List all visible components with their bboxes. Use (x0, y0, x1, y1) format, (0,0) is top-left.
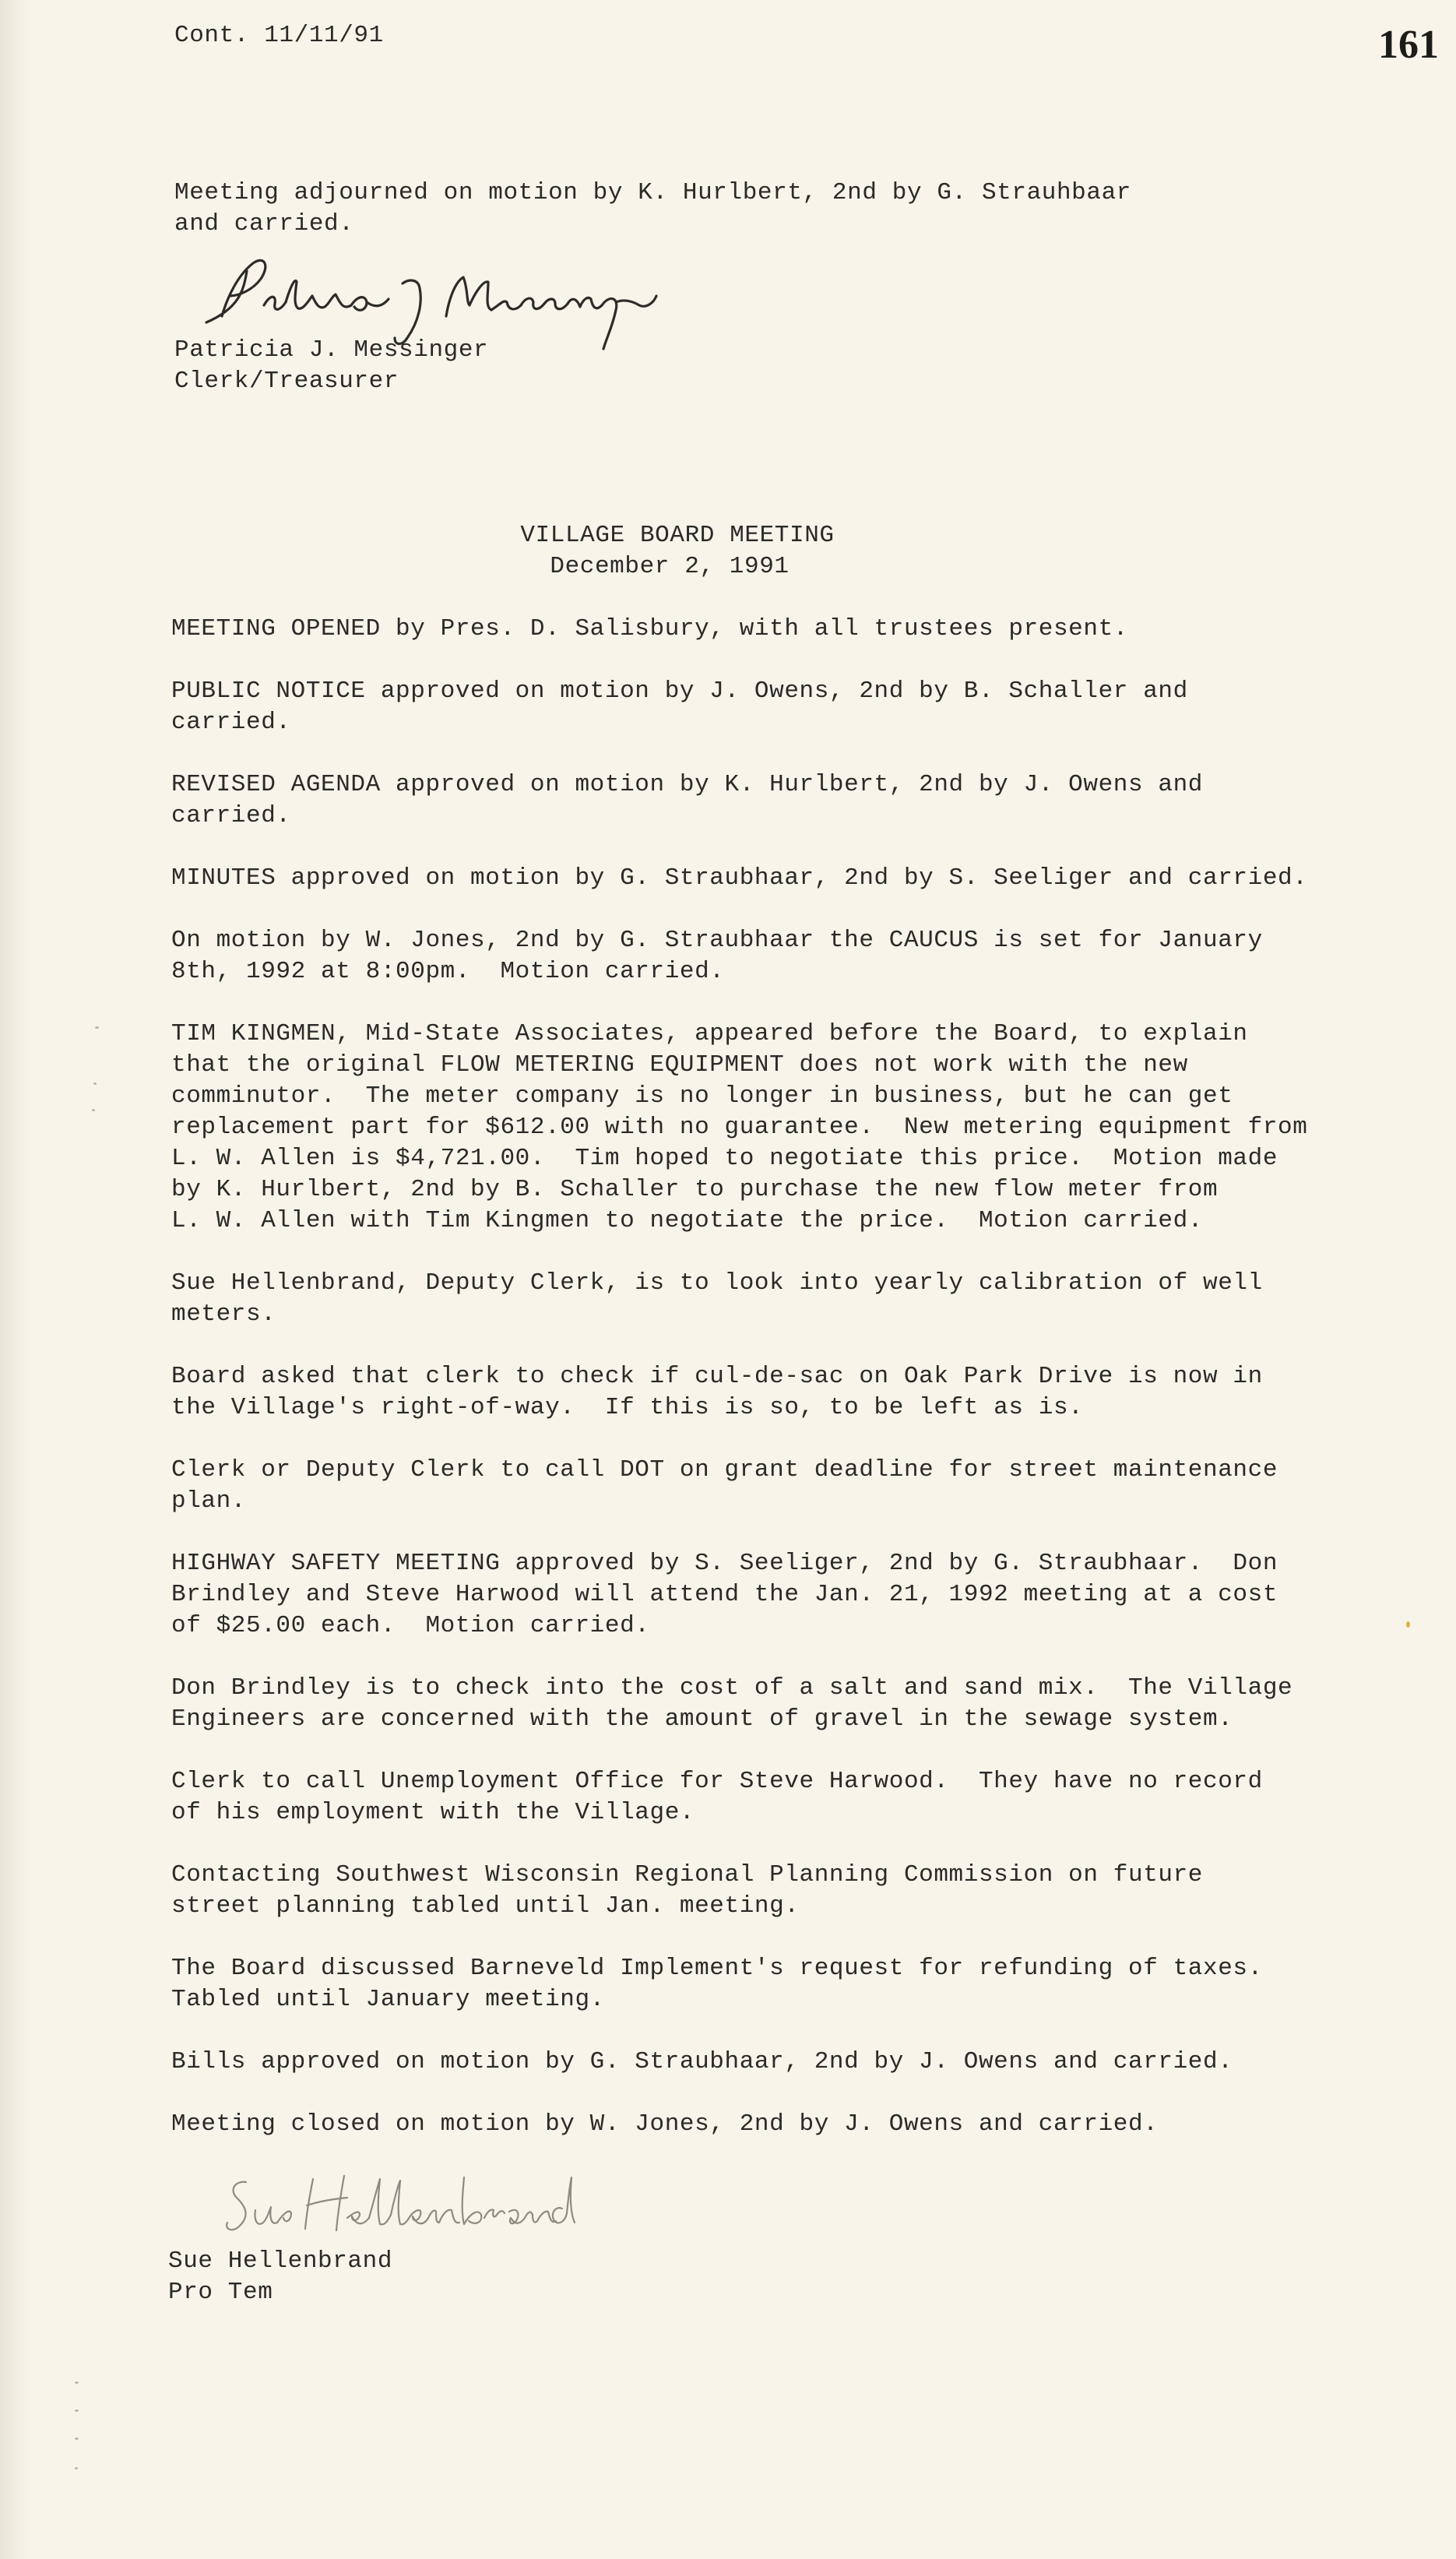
paragraph-2-line-2: carried. (171, 709, 291, 736)
paragraph-2-line-1: PUBLIC NOTICE approved on motion by J. Owens, 2nd by B. Schaller and (171, 678, 1188, 705)
paragraph-10-line-3: of $25.00 each. Motion carried. (171, 1612, 650, 1639)
paragraph-3-line-1: REVISED AGENDA approved on motion by K. Hurlbert, 2nd by J. Owens and (171, 771, 1204, 798)
paragraph-9-line-2: plan. (171, 1487, 247, 1515)
hellenbrand-signature (220, 2163, 578, 2249)
signer-name: Patricia J. Messinger (174, 336, 489, 364)
scan-speck (95, 1026, 99, 1029)
paragraph-8-line-2: the Village's right-of-way. If this is so, to be left as is. (171, 1394, 1084, 1421)
scan-speck (1406, 1621, 1410, 1628)
paragraph-7-line-2: meters. (171, 1301, 276, 1328)
paragraph-5-line-1: On motion by W. Jones, 2nd by G. Straubhaar the CAUCUS is set for January (171, 927, 1263, 954)
paragraph-6-line-5: L. W. Allen is $4,721.00. Tim hoped to negotiate this price. Motion made (171, 1145, 1278, 1172)
paragraph-10-line-1: HIGHWAY SAFETY MEETING approved by S. Seeliger, 2nd by G. Straubhaar. Don (171, 1550, 1278, 1577)
adjourn-line-1: Meeting adjourned on motion by K. Hurlbert, 2nd by G. Strauhbaar (174, 179, 1131, 206)
scan-edge-shadow (0, 0, 31, 2559)
closing-signer-name: Sue Hellenbrand (168, 2247, 393, 2275)
paragraph-14-line-1: The Board discussed Barneveld Implement's request for refunding of taxes. (171, 1955, 1263, 1982)
scan-speck (75, 2467, 78, 2469)
paragraph-9-line-1: Clerk or Deputy Clerk to call DOT on grant deadline for street maintenance (171, 1456, 1278, 1484)
paragraph-8-line-1: Board asked that clerk to check if cul-de-sac on Oak Park Drive is now in (171, 1363, 1263, 1390)
paragraph-11-line-1: Don Brindley is to check into the cost of a salt and sand mix. The Village (171, 1674, 1293, 1702)
paragraph-6-line-4: replacement part for $612.00 with no guarantee. New metering equipment from (171, 1114, 1308, 1141)
adjourn-line-2: and carried. (174, 210, 354, 238)
paragraph-4-line-1: MINUTES approved on motion by G. Straubhaar, 2nd by S. Seeliger and carried. (171, 864, 1308, 892)
paragraph-10-line-2: Brindley and Steve Harwood will attend the Jan. 21, 1992 meeting at a cost (171, 1581, 1278, 1608)
scan-speck (75, 2409, 79, 2412)
paragraph-6-line-7: L. W. Allen with Tim Kingmen to negotiate the price. Motion carried. (171, 1207, 1204, 1234)
closing-signer-title: Pro Tem (168, 2279, 273, 2306)
paragraph-3-line-2: carried. (171, 802, 291, 829)
paragraph-6-line-2: that the original FLOW METERING EQUIPMENT does not work with the new (171, 1051, 1188, 1079)
scan-speck (92, 1109, 95, 1111)
paragraph-1-line-1: MEETING OPENED by Pres. D. Salisbury, with all trustees present. (171, 615, 1128, 642)
scan-speck (93, 1082, 97, 1085)
scan-speck (75, 2438, 79, 2440)
paragraph-6-line-1: TIM KINGMEN, Mid-State Associates, appeared before the Board, to explain (171, 1020, 1248, 1047)
paragraph-14-line-2: Tabled until January meeting. (171, 1986, 605, 2013)
signer-title: Clerk/Treasurer (174, 368, 399, 395)
paragraph-16-line-1: Meeting closed on motion by W. Jones, 2nd by J. Owens and carried. (171, 2110, 1159, 2138)
paragraph-12-line-1: Clerk to call Unemployment Office for Steve Harwood. They have no record (171, 1768, 1263, 1795)
meeting-date: December 2, 1991 (550, 553, 790, 580)
paragraph-5-line-2: 8th, 1992 at 8:00pm. Motion carried. (171, 958, 725, 985)
meeting-title: VILLAGE BOARD MEETING (520, 522, 835, 549)
continuation-line: Cont. 11/11/91 (174, 22, 384, 49)
paragraph-11-line-2: Engineers are concerned with the amount of gravel in the sewage system. (171, 1705, 1233, 1733)
paragraph-13-line-1: Contacting Southwest Wisconsin Regional Planning Commission on future (171, 1861, 1204, 1888)
paragraph-13-line-2: street planning tabled until Jan. meeting. (171, 1892, 800, 1920)
paragraph-7-line-1: Sue Hellenbrand, Deputy Clerk, is to look into yearly calibration of well (171, 1269, 1263, 1297)
paragraph-6-line-3: comminutor. The meter company is no longer in business, but he can get (171, 1082, 1233, 1110)
paragraph-12-line-2: of his employment with the Village. (171, 1799, 695, 1826)
paragraph-15-line-1: Bills approved on motion by G. Straubhaar, 2nd by J. Owens and carried. (171, 2048, 1233, 2075)
paragraph-6-line-6: by K. Hurlbert, 2nd by B. Schaller to purchase the new flow meter from (171, 1176, 1219, 1203)
scan-speck (75, 2381, 79, 2384)
page-number: 161 (1378, 23, 1439, 67)
